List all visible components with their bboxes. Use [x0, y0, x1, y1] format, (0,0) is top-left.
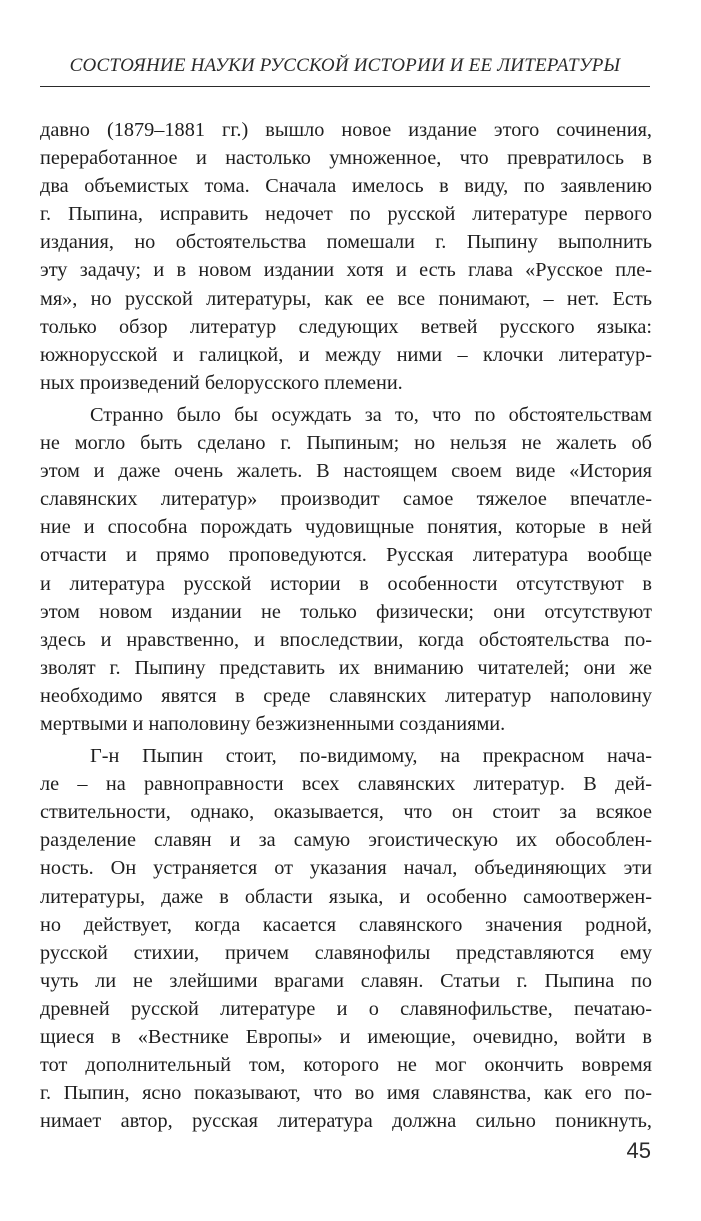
text-line: эту задачу; и в новом издании хотя и есть глава «Русское пле- — [40, 259, 652, 282]
text-line: два объемистых тома. Сначала имелось в виду, по заявлению — [40, 175, 652, 198]
text-line: этом новом издании не только физически; они отсутствуют — [40, 600, 652, 623]
paragraph — [40, 742, 652, 1135]
text-line: литературы, даже в области языка, и особенно самоотвержен- — [40, 885, 652, 908]
text-line: мертвыми и наполовину безжизненными созданиями. — [40, 712, 506, 735]
text-line: здесь и нравственно, и впоследствии, когда обстоятельства по- — [40, 628, 652, 651]
text-line: Г-н Пыпин стоит, по-видимому, на прекрасном нача- — [90, 745, 652, 768]
text-line: зволят г. Пыпину представить их вниманию читателей; они же — [40, 656, 652, 679]
page-number: 45 — [626, 1138, 651, 1163]
header-rule — [40, 86, 650, 87]
text-line: издания, но обстоятельства помешали г. Пыпину выполнить — [40, 231, 652, 254]
text-line: нимает автор, русская литература должна сильно поникнуть, — [40, 1110, 652, 1133]
text-line: необходимо явятся в среде славянских литератур наполовину — [40, 684, 652, 707]
text-line: южнорусской и галицкой, и между ними – клочки литератур- — [40, 343, 652, 366]
running-header: СОСТОЯНИЕ НАУКИ РУССКОЙ ИСТОРИИ И ЕЕ ЛИТЕРАТУРЫ — [69, 55, 621, 76]
text-line: отчасти и прямо проповедуются. Русская литература вообще — [40, 544, 652, 567]
text-line: ние и способна порождать чудовищные понятия, которые в ней — [40, 516, 652, 539]
text-line: переработанное и настолько умноженное, что превратилось в — [40, 147, 652, 170]
text-line: ле – на равноправности всех славянских литератур. В дей- — [40, 773, 652, 796]
text-line: г. Пыпина, исправить недочет по русской литературе первого — [40, 203, 652, 226]
text-line: чуть ли не злейшими врагами славян. Статьи г. Пыпина по — [40, 969, 652, 992]
text-line: но действует, когда касается славянского значения родной, — [40, 913, 652, 936]
text-line: мя», но русской литературы, как ее все понимают, – нет. Есть — [40, 287, 652, 310]
text-line: и литература русской истории в особенности отсутствуют в — [40, 572, 652, 595]
text-line: ность. Он устраняется от указания начал, объединяющих эти — [40, 857, 652, 880]
text-line: славянских литератур» производит самое тяжелое впечатле- — [40, 488, 652, 511]
text-line: не могло быть сделано г. Пыпиным; но нельзя не жалеть об — [40, 432, 652, 455]
text-line: г. Пыпин, ясно показывают, что во имя славянства, как его по- — [40, 1082, 652, 1105]
text-line: этом и даже очень жалеть. В настоящем своем виде «История — [40, 460, 652, 483]
text-line: тот дополнительный том, которого не мог окончить вовремя — [40, 1054, 652, 1077]
paragraph — [40, 116, 652, 397]
text-line: только обзор литератур следующих ветвей русского языка: — [40, 315, 652, 338]
text-line: русской стихии, причем славянофилы представляются ему — [40, 941, 652, 964]
text-line: древней русской литературе и о славянофильстве, печатаю- — [40, 997, 652, 1020]
text-line: разделение славян и за самую эгоистическую их обособлен- — [40, 829, 652, 852]
text-line: щиеся в «Вестнике Европы» и имеющие, очевидно, войти в — [40, 1026, 652, 1048]
text-line: ных произведений белорусского племени. — [40, 371, 403, 394]
text-line: ствительности, однако, оказывается, что он стоит за всякое — [40, 801, 652, 824]
text-line: Странно было бы осуждать за то, что по обстоятельствам — [90, 403, 652, 426]
body-text — [40, 116, 652, 1135]
paragraph — [40, 401, 652, 738]
text-line: давно (1879–1881 гг.) вышло новое издание этого сочинения, — [40, 119, 652, 141]
